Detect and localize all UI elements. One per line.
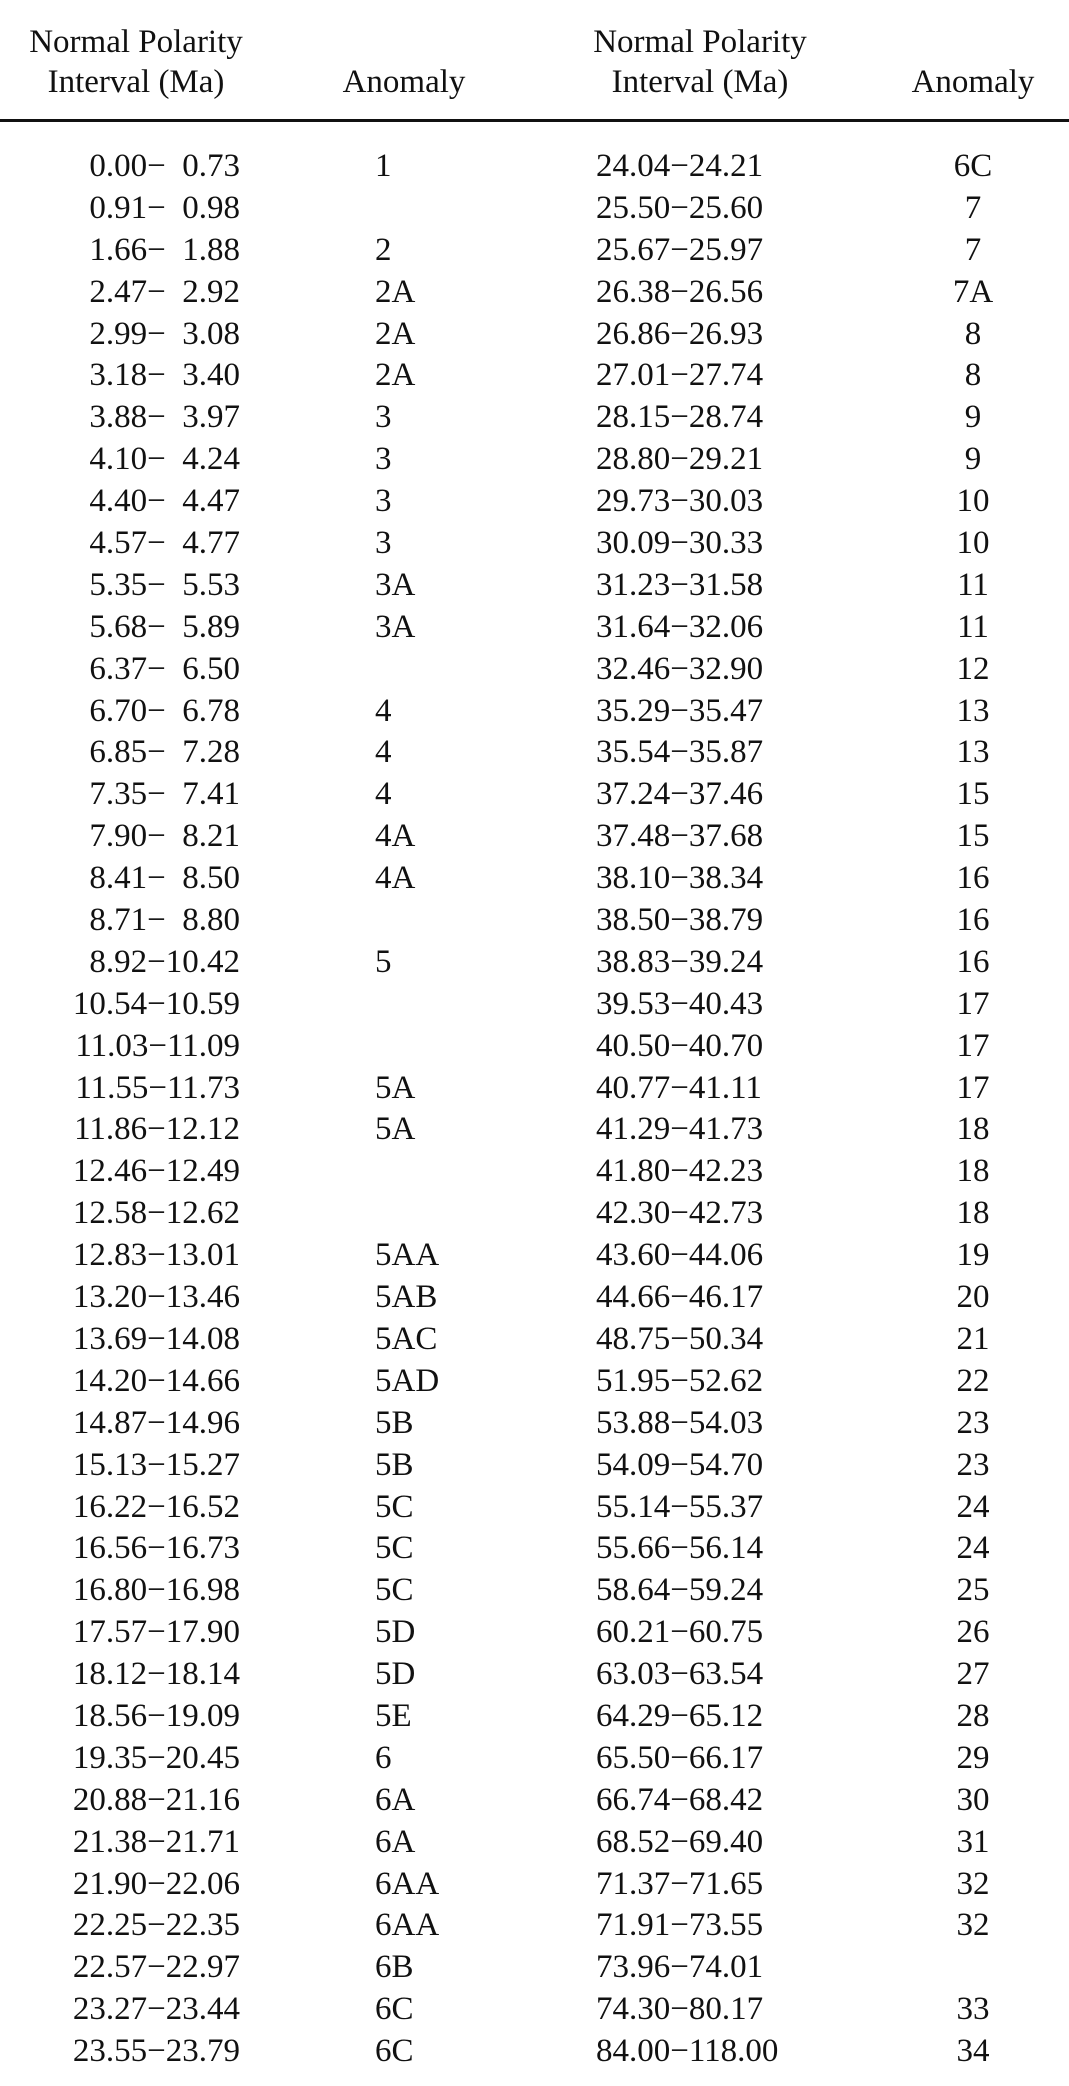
- interval-left-cell: 8.71− 8.80: [89, 902, 240, 939]
- anomaly-left-cell: 4: [375, 692, 392, 729]
- table-row: [0, 984, 1069, 1026]
- anomaly-left-cell: 2: [375, 231, 392, 268]
- table-row: [0, 1151, 1069, 1193]
- table-row: [0, 1487, 1069, 1529]
- anomaly-left-cell: 5E: [375, 1697, 412, 1734]
- anomaly-left-cell: 4: [375, 776, 392, 813]
- interval-right-cell: 68.52−69.40: [596, 1823, 764, 1860]
- interval-left-cell: 2.99− 3.08: [89, 315, 240, 352]
- anomaly-left-cell: 5AC: [375, 1320, 438, 1357]
- interval-left-cell: 4.10− 4.24: [89, 441, 240, 478]
- table-row: [0, 1403, 1069, 1445]
- table-row: [0, 1947, 1069, 1989]
- interval-right-cell: 73.96−74.01: [596, 1949, 764, 1986]
- table-row: [0, 1612, 1069, 1654]
- interval-left-cell: 21.38−21.71: [72, 1823, 240, 1860]
- interval-left-cell: 7.90− 8.21: [89, 818, 240, 855]
- interval-left-cell: 13.69−14.08: [72, 1320, 240, 1357]
- interval-right-cell: 60.21−60.75: [596, 1614, 764, 1651]
- table-row: [0, 188, 1069, 230]
- interval-left-cell: 22.25−22.35: [72, 1907, 240, 1944]
- table-row: [0, 900, 1069, 942]
- anomaly-left-cell: 5C: [375, 1488, 414, 1525]
- anomaly-left-cell: 3: [375, 399, 392, 436]
- interval-left-cell: 6.85− 7.28: [89, 734, 240, 771]
- anomaly-right-cell: 25: [956, 1572, 990, 1609]
- anomaly-left-cell: 5: [375, 943, 392, 980]
- table-row: [0, 314, 1069, 356]
- anomaly-left-cell: 2A: [375, 315, 416, 352]
- table-row: [0, 397, 1069, 439]
- anomaly-right-cell: 9: [964, 399, 982, 436]
- anomaly-left-cell: 5B: [375, 1446, 414, 1483]
- interval-right-cell: 48.75−50.34: [596, 1320, 764, 1357]
- interval-right-cell: 58.64−59.24: [596, 1572, 764, 1609]
- anomaly-right-cell: 17: [956, 1027, 990, 1064]
- anomaly-left-cell: 4A: [375, 818, 416, 855]
- anomaly-right-cell: 10: [956, 483, 990, 520]
- anomaly-right-cell: 33: [956, 1991, 990, 2028]
- interval-right-cell: 64.29−65.12: [596, 1697, 764, 1734]
- interval-right-cell: 26.86−26.93: [596, 315, 764, 352]
- interval-right-cell: 51.95−52.62: [596, 1362, 764, 1399]
- anomaly-left-cell: 5C: [375, 1572, 414, 1609]
- anomaly-right-cell: 8: [964, 315, 982, 352]
- interval-right-cell: 55.66−56.14: [596, 1530, 764, 1567]
- anomaly-right-cell: 24: [956, 1530, 990, 1567]
- anomaly-right-cell: 34: [956, 2033, 990, 2070]
- anomaly-left-cell: 6AA: [375, 1865, 440, 1902]
- anomaly-left-cell: 2A: [375, 357, 416, 394]
- anomaly-right-cell: 15: [956, 776, 990, 813]
- anomaly-left-cell: 6C: [375, 2033, 414, 2070]
- interval-left-cell: 16.80−16.98: [72, 1572, 240, 1609]
- anomaly-left-cell: 5AD: [375, 1362, 440, 1399]
- interval-right-cell: 55.14−55.37: [596, 1488, 764, 1525]
- anomaly-right-cell: 29: [956, 1739, 990, 1776]
- interval-right-cell: 40.77−41.11: [596, 1069, 762, 1106]
- interval-right-cell: 25.50−25.60: [596, 189, 764, 226]
- anomaly-left-cell: 6A: [375, 1781, 416, 1818]
- anomaly-left-cell: 2A: [375, 273, 416, 310]
- interval-left-cell: 16.22−16.52: [72, 1488, 240, 1525]
- polarity-table-body: [0, 146, 1069, 2073]
- interval-right-cell: 65.50−66.17: [596, 1739, 764, 1776]
- interval-right-cell: 31.23−31.58: [596, 566, 764, 603]
- interval-right-cell: 38.10−38.34: [596, 860, 764, 897]
- interval-left-cell: 23.55−23.79: [72, 2033, 240, 2070]
- interval-left-cell: 5.68− 5.89: [89, 608, 240, 645]
- anomaly-right-cell: 32: [956, 1865, 990, 1902]
- table-row: [0, 565, 1069, 607]
- table-row: [0, 1026, 1069, 1068]
- anomaly-left-cell: 6B: [375, 1949, 414, 1986]
- interval-right-cell: 74.30−80.17: [596, 1991, 764, 2028]
- interval-right-cell: 42.30−42.73: [596, 1195, 764, 1232]
- table-row: [0, 942, 1069, 984]
- table-row: [0, 1109, 1069, 1151]
- interval-right-cell: 41.29−41.73: [596, 1111, 764, 1148]
- table-row: [0, 649, 1069, 691]
- interval-left-cell: 23.27−23.44: [72, 1991, 240, 2028]
- anomaly-right-cell: 7: [964, 231, 982, 268]
- table-row: [0, 1654, 1069, 1696]
- anomaly-right-cell: 13: [956, 734, 990, 771]
- anomaly-right-cell: 32: [956, 1907, 990, 1944]
- interval-left-cell: 3.18− 3.40: [89, 357, 240, 394]
- interval-right-cell: 32.46−32.90: [596, 650, 764, 687]
- anomaly-right-cell: 16: [956, 860, 990, 897]
- anomaly-right-cell: 17: [956, 985, 990, 1022]
- interval-left-cell: 11.55−11.73: [75, 1069, 240, 1106]
- table-row: [0, 481, 1069, 523]
- anomaly-right-cell: 6C: [953, 148, 993, 184]
- interval-left-cell: 6.70− 6.78: [89, 692, 240, 729]
- interval-left-cell: 14.87−14.96: [72, 1404, 240, 1441]
- table-row: [0, 1361, 1069, 1403]
- table-row: [0, 1864, 1069, 1906]
- interval-right-cell: 41.80−42.23: [596, 1153, 764, 1190]
- table-row: [0, 1780, 1069, 1822]
- table-row: [0, 2031, 1069, 2073]
- table-row: [0, 146, 1069, 188]
- anomaly-right-cell: 19: [956, 1237, 990, 1274]
- anomaly-left-cell: 3: [375, 525, 392, 562]
- anomaly-left-cell: 5A: [375, 1069, 416, 1106]
- anomaly-right-cell: 7A: [952, 273, 994, 310]
- anomaly-right-cell: 8: [964, 357, 982, 394]
- anomaly-right-cell: 26: [956, 1614, 990, 1651]
- anomaly-left-cell: 5D: [375, 1656, 416, 1693]
- interval-right-cell: 71.37−71.65: [596, 1865, 764, 1902]
- anomaly-left-cell: 4: [375, 734, 392, 771]
- interval-left-cell: 17.57−17.90: [72, 1614, 240, 1651]
- interval-left-cell: 0.91− 0.98: [89, 189, 240, 226]
- interval-left-cell: 12.46−12.49: [72, 1153, 240, 1190]
- interval-right-cell: 71.91−73.55: [596, 1907, 764, 1944]
- interval-right-cell: 31.64−32.06: [596, 608, 764, 645]
- interval-right-cell: 37.48−37.68: [596, 818, 764, 855]
- interval-right-cell: 27.01−27.74: [596, 357, 764, 394]
- interval-right-cell: 63.03−63.54: [596, 1656, 764, 1693]
- table-row: [0, 439, 1069, 481]
- table-row: [0, 858, 1069, 900]
- anomaly-left-cell: 3: [375, 483, 392, 520]
- interval-right-cell: 66.74−68.42: [596, 1781, 764, 1818]
- anomaly-right-cell: 18: [956, 1195, 990, 1232]
- interval-right-cell: 43.60−44.06: [596, 1237, 764, 1274]
- interval-left-cell: 3.88− 3.97: [89, 399, 240, 436]
- anomaly-right-cell: 13: [956, 692, 990, 729]
- table-row: [0, 1905, 1069, 1947]
- anomaly-right-cell: 11: [957, 608, 989, 645]
- anomaly-left-cell: 3A: [375, 566, 416, 603]
- interval-right-cell: 35.54−35.87: [596, 734, 764, 771]
- anomaly-left-cell: 5AA: [375, 1237, 440, 1274]
- interval-left-cell: 11.86−12.12: [74, 1111, 240, 1148]
- anomaly-left-cell: 6: [375, 1739, 392, 1776]
- anomaly-right-cell: 15: [956, 818, 990, 855]
- table-row: [0, 1068, 1069, 1110]
- table-row: [0, 1235, 1069, 1277]
- header-anomaly-right: Anomaly: [911, 64, 1035, 100]
- table-row: [0, 691, 1069, 733]
- interval-left-cell: 14.20−14.66: [72, 1362, 240, 1399]
- table-row: [0, 1277, 1069, 1319]
- table-row: [0, 272, 1069, 314]
- anomaly-left-cell: 5A: [375, 1111, 416, 1148]
- interval-left-cell: 8.41− 8.50: [89, 860, 240, 897]
- interval-right-cell: 44.66−46.17: [596, 1279, 764, 1316]
- interval-right-cell: 28.80−29.21: [596, 441, 764, 478]
- table-row: [0, 1319, 1069, 1361]
- interval-left-cell: 8.92−10.42: [89, 943, 240, 980]
- anomaly-right-cell: 31: [956, 1823, 990, 1860]
- table-row: [0, 230, 1069, 272]
- anomaly-right-cell: 27: [956, 1656, 990, 1693]
- interval-right-cell: 29.73−30.03: [596, 483, 764, 520]
- interval-left-cell: 20.88−21.16: [72, 1781, 240, 1818]
- interval-left-cell: 21.90−22.06: [72, 1865, 240, 1902]
- anomaly-right-cell: 11: [957, 566, 989, 603]
- table-row: [0, 1696, 1069, 1738]
- anomaly-right-cell: 23: [956, 1404, 990, 1441]
- interval-left-cell: 22.57−22.97: [72, 1949, 240, 1986]
- interval-right-cell: 38.83−39.24: [596, 943, 764, 980]
- table-row: [0, 1528, 1069, 1570]
- interval-left-cell: 2.47− 2.92: [89, 273, 240, 310]
- anomaly-left-cell: 6C: [375, 1991, 414, 2028]
- anomaly-right-cell: 17: [956, 1069, 990, 1106]
- anomaly-left-cell: 5D: [375, 1614, 416, 1651]
- header-anomaly-left: Anomaly: [342, 64, 466, 100]
- interval-right-cell: 26.38−26.56: [596, 273, 764, 310]
- anomaly-right-cell: 18: [956, 1111, 990, 1148]
- interval-left-cell: 19.35−20.45: [72, 1739, 240, 1776]
- header-interval-right: Normal Polarity Interval (Ma): [593, 24, 807, 100]
- interval-left-cell: 1.66− 1.88: [89, 231, 240, 268]
- table-row: [0, 1738, 1069, 1780]
- anomaly-left-cell: 1: [375, 148, 392, 184]
- interval-left-cell: 12.83−13.01: [72, 1237, 240, 1274]
- interval-left-cell: 10.54−10.59: [72, 985, 240, 1022]
- anomaly-right-cell: 16: [956, 902, 990, 939]
- anomaly-right-cell: 22: [956, 1362, 990, 1399]
- interval-right-cell: 30.09−30.33: [596, 525, 764, 562]
- interval-right-cell: 24.04−24.21: [596, 148, 764, 184]
- interval-left-cell: 18.56−19.09: [72, 1697, 240, 1734]
- interval-left-cell: 6.37− 6.50: [89, 650, 240, 687]
- header-rule: [0, 119, 1069, 122]
- table-row: [0, 1570, 1069, 1612]
- anomaly-right-cell: 12: [956, 650, 990, 687]
- interval-left-cell: 4.57− 4.77: [89, 525, 240, 562]
- interval-right-cell: 39.53−40.43: [596, 985, 764, 1022]
- anomaly-left-cell: 6AA: [375, 1907, 440, 1944]
- anomaly-left-cell: 5B: [375, 1404, 414, 1441]
- anomaly-right-cell: 23: [956, 1446, 990, 1483]
- interval-left-cell: 5.35− 5.53: [89, 566, 240, 603]
- interval-left-cell: 18.12−18.14: [72, 1656, 240, 1693]
- anomaly-left-cell: 5C: [375, 1530, 414, 1567]
- interval-left-cell: 15.13−15.27: [72, 1446, 240, 1483]
- interval-right-cell: 53.88−54.03: [596, 1404, 764, 1441]
- interval-left-cell: 7.35− 7.41: [89, 776, 240, 813]
- interval-left-cell: 11.03−11.09: [75, 1027, 240, 1064]
- interval-right-cell: 84.00−118.00: [596, 2033, 779, 2070]
- interval-left-cell: 0.00− 0.73: [89, 148, 240, 184]
- table-row: [0, 355, 1069, 397]
- interval-right-cell: 35.29−35.47: [596, 692, 764, 729]
- interval-left-cell: 16.56−16.73: [72, 1530, 240, 1567]
- anomaly-right-cell: 24: [956, 1488, 990, 1525]
- table-row: [0, 1822, 1069, 1864]
- header-interval-left: Normal Polarity Interval (Ma): [29, 24, 243, 100]
- anomaly-right-cell: 9: [964, 441, 982, 478]
- anomaly-right-cell: 10: [956, 525, 990, 562]
- interval-right-cell: 38.50−38.79: [596, 902, 764, 939]
- table-row: [0, 1445, 1069, 1487]
- anomaly-right-cell: 16: [956, 943, 990, 980]
- anomaly-left-cell: 6A: [375, 1823, 416, 1860]
- interval-right-cell: 37.24−37.46: [596, 776, 764, 813]
- table-row: [0, 774, 1069, 816]
- table-row: [0, 816, 1069, 858]
- table-row: [0, 1193, 1069, 1235]
- interval-right-cell: 28.15−28.74: [596, 399, 764, 436]
- anomaly-left-cell: 5AB: [375, 1279, 438, 1316]
- interval-left-cell: 12.58−12.62: [72, 1195, 240, 1232]
- anomaly-left-cell: 3: [375, 441, 392, 478]
- anomaly-left-cell: 4A: [375, 860, 416, 897]
- anomaly-left-cell: 3A: [375, 608, 416, 645]
- interval-right-cell: 54.09−54.70: [596, 1446, 764, 1483]
- interval-left-cell: 13.20−13.46: [72, 1279, 240, 1316]
- anomaly-right-cell: 18: [956, 1153, 990, 1190]
- table-row: [0, 1989, 1069, 2031]
- interval-right-cell: 25.67−25.97: [596, 231, 764, 268]
- table-row: [0, 523, 1069, 565]
- interval-left-cell: 4.40− 4.47: [89, 483, 240, 520]
- anomaly-right-cell: 7: [964, 189, 982, 226]
- table-row: [0, 607, 1069, 649]
- anomaly-right-cell: 21: [956, 1320, 990, 1357]
- table-row: [0, 732, 1069, 774]
- interval-right-cell: 40.50−40.70: [596, 1027, 764, 1064]
- anomaly-right-cell: 30: [956, 1781, 990, 1818]
- anomaly-right-cell: 20: [956, 1279, 990, 1316]
- anomaly-right-cell: 28: [956, 1697, 990, 1734]
